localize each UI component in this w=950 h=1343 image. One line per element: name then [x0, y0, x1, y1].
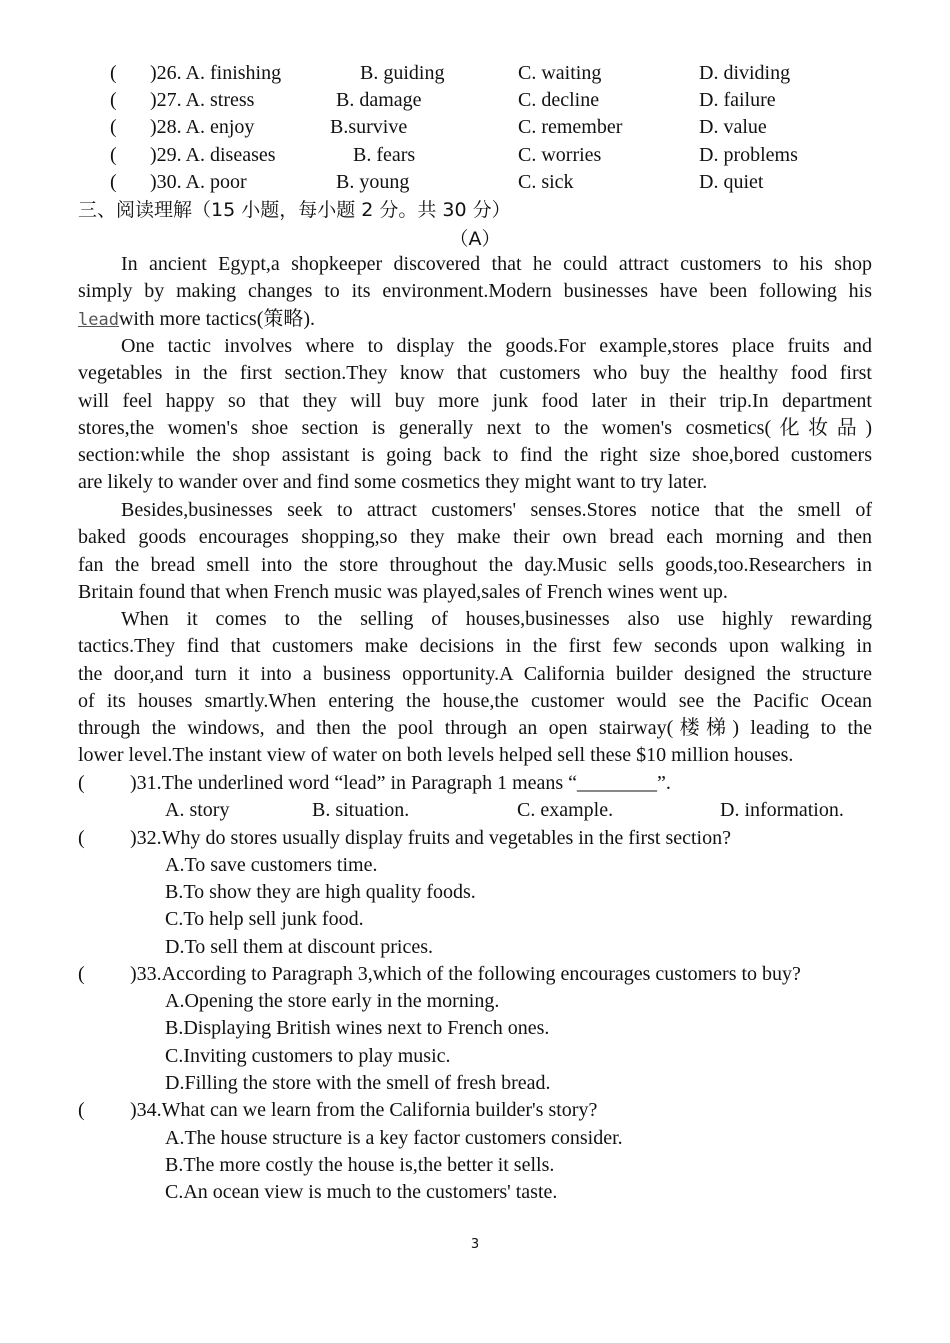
option-c: C.An ocean view is much to the customers' taste.	[165, 1181, 558, 1203]
answer-paren: (	[78, 963, 85, 985]
text-line: will feel happy so that they will buy more junk food later in their trip.In department	[78, 389, 872, 412]
cloze-option-b: B. guiding	[360, 62, 445, 84]
option-a: A. story	[165, 799, 230, 821]
text-line: One tactic involves where to display the goods.For example,stores place fruits and	[121, 335, 872, 357]
cloze-option-a: )30. A. poor	[150, 171, 247, 193]
option-d: D. information.	[720, 799, 844, 821]
cloze-option-c: C. decline	[518, 89, 600, 111]
question-text: )31.The underlined word “lead” in Paragraph 1 means “________”.	[130, 772, 671, 794]
page-number: 3	[470, 1237, 480, 1252]
option-a: A.The house structure is a key factor customers consider.	[165, 1127, 623, 1149]
question-text: )32.Why do stores usually display fruits and vegetables in the first section?	[130, 827, 731, 849]
cloze-option-a: )26. A. finishing	[150, 62, 282, 84]
cloze-option-b: B. young	[336, 171, 410, 193]
option-b: B.The more costly the house is,the better it sells.	[165, 1154, 555, 1176]
cloze-option-d: D. problems	[699, 144, 798, 166]
text-line: of its houses smartly.When entering the house,the customer would see the Pacific Ocean	[78, 689, 872, 712]
text-line-rest: with more tactics(策略).	[118, 307, 316, 330]
text-line: Besides,businesses seek to attract customers' senses.Stores notice that the smell of	[121, 499, 872, 521]
cloze-option-c: C. sick	[518, 171, 574, 193]
option-d: D.To sell them at discount prices.	[165, 936, 433, 958]
paragraph-1	[78, 251, 872, 333]
cloze-option-d: D. quiet	[699, 171, 764, 193]
text-line: are likely to wander over and find some cosmetics they might want to try later.	[78, 471, 708, 494]
text-line: the door,and turn it into a business opportunity.A California builder designed the structure	[78, 662, 872, 685]
cloze-option-d: D. failure	[699, 89, 776, 111]
text-line: baked goods encourages shopping,so they make their own bread each morning and then	[78, 526, 872, 549]
text-line: fan the bread smell into the store throughout the day.Music sells goods,too.Researchers in	[78, 553, 872, 576]
cloze-option-a: )29. A. diseases	[150, 144, 276, 166]
option-b: B.Displaying British wines next to French ones.	[165, 1017, 550, 1039]
answer-paren: (	[110, 62, 117, 84]
paragraph-3	[78, 497, 872, 606]
cloze-option-d: D. dividing	[699, 62, 791, 84]
text-line: In ancient Egypt,a shopkeeper discovered that he could attract customers to his shop	[121, 253, 872, 275]
cloze-option-a: )27. A. stress	[150, 89, 255, 111]
text-line: Britain found that when French music was played,sales of French wines went up.	[78, 580, 728, 603]
question-text: )34.What can we learn from the California builder's story?	[130, 1099, 598, 1121]
answer-paren: (	[78, 772, 85, 794]
text-line: simply by making changes to its environment.Modern businesses have been following his	[78, 280, 872, 303]
answer-paren: (	[110, 89, 117, 111]
paragraph-4	[78, 606, 872, 770]
option-b: B.To show they are high quality foods.	[165, 881, 476, 903]
answer-paren: (	[110, 144, 117, 166]
answer-paren: (	[78, 1099, 85, 1121]
text-line: stores,the women's shoe section is generally next to the women's cosmetics(化妆品)	[78, 416, 872, 439]
option-c: C.Inviting customers to play music.	[165, 1045, 451, 1067]
answer-paren: (	[110, 116, 117, 138]
option-c: C.To help sell junk food.	[165, 908, 364, 930]
question-text: )33.According to Paragraph 3,which of the following encourages customers to buy?	[130, 963, 801, 985]
cloze-option-b: B. damage	[336, 89, 422, 111]
text-line: section:while the shop assistant is going back to find the right size shoe,bored customers	[78, 444, 872, 467]
option-d: D.Filling the store with the smell of fresh bread.	[165, 1072, 551, 1094]
option-a: A.Opening the store early in the morning.	[165, 990, 500, 1012]
answer-paren: (	[110, 171, 117, 193]
cloze-option-c: C. worries	[518, 144, 602, 166]
section-title: 三、阅读理解（15 小题，每小题 2 分。共 30 分）	[78, 199, 511, 221]
passage-label: （A）	[449, 228, 501, 250]
cloze-option-c: C. remember	[518, 116, 623, 138]
option-c: C. example.	[517, 799, 614, 821]
text-line	[78, 306, 872, 333]
cloze-option-c: C. waiting	[518, 62, 602, 84]
option-b: B. situation.	[312, 799, 410, 821]
text-line: vegetables in the first section.They know that customers who buy the healthy food first	[78, 362, 872, 385]
cloze-option-d: D. value	[699, 116, 767, 138]
cloze-option-a: )28. A. enjoy	[150, 116, 255, 138]
underlined-word-lead: lead	[78, 309, 119, 330]
cloze-option-b: B. fears	[353, 144, 416, 166]
paragraph-2	[78, 333, 872, 497]
text-line: lower level.The instant view of water on both levels helped sell these $10 million houses.	[78, 744, 794, 767]
option-a: A.To save customers time.	[165, 854, 378, 876]
text-line: tactics.They find that customers make decisions in the first few seconds upon walking in	[78, 635, 872, 658]
answer-paren: (	[78, 827, 85, 849]
text-line: through the windows, and then the pool through an open stairway(楼梯) leading to the	[78, 717, 872, 740]
text-line: When it comes to the selling of houses,businesses also use highly rewarding	[121, 608, 872, 630]
cloze-option-b: B.survive	[330, 116, 408, 138]
